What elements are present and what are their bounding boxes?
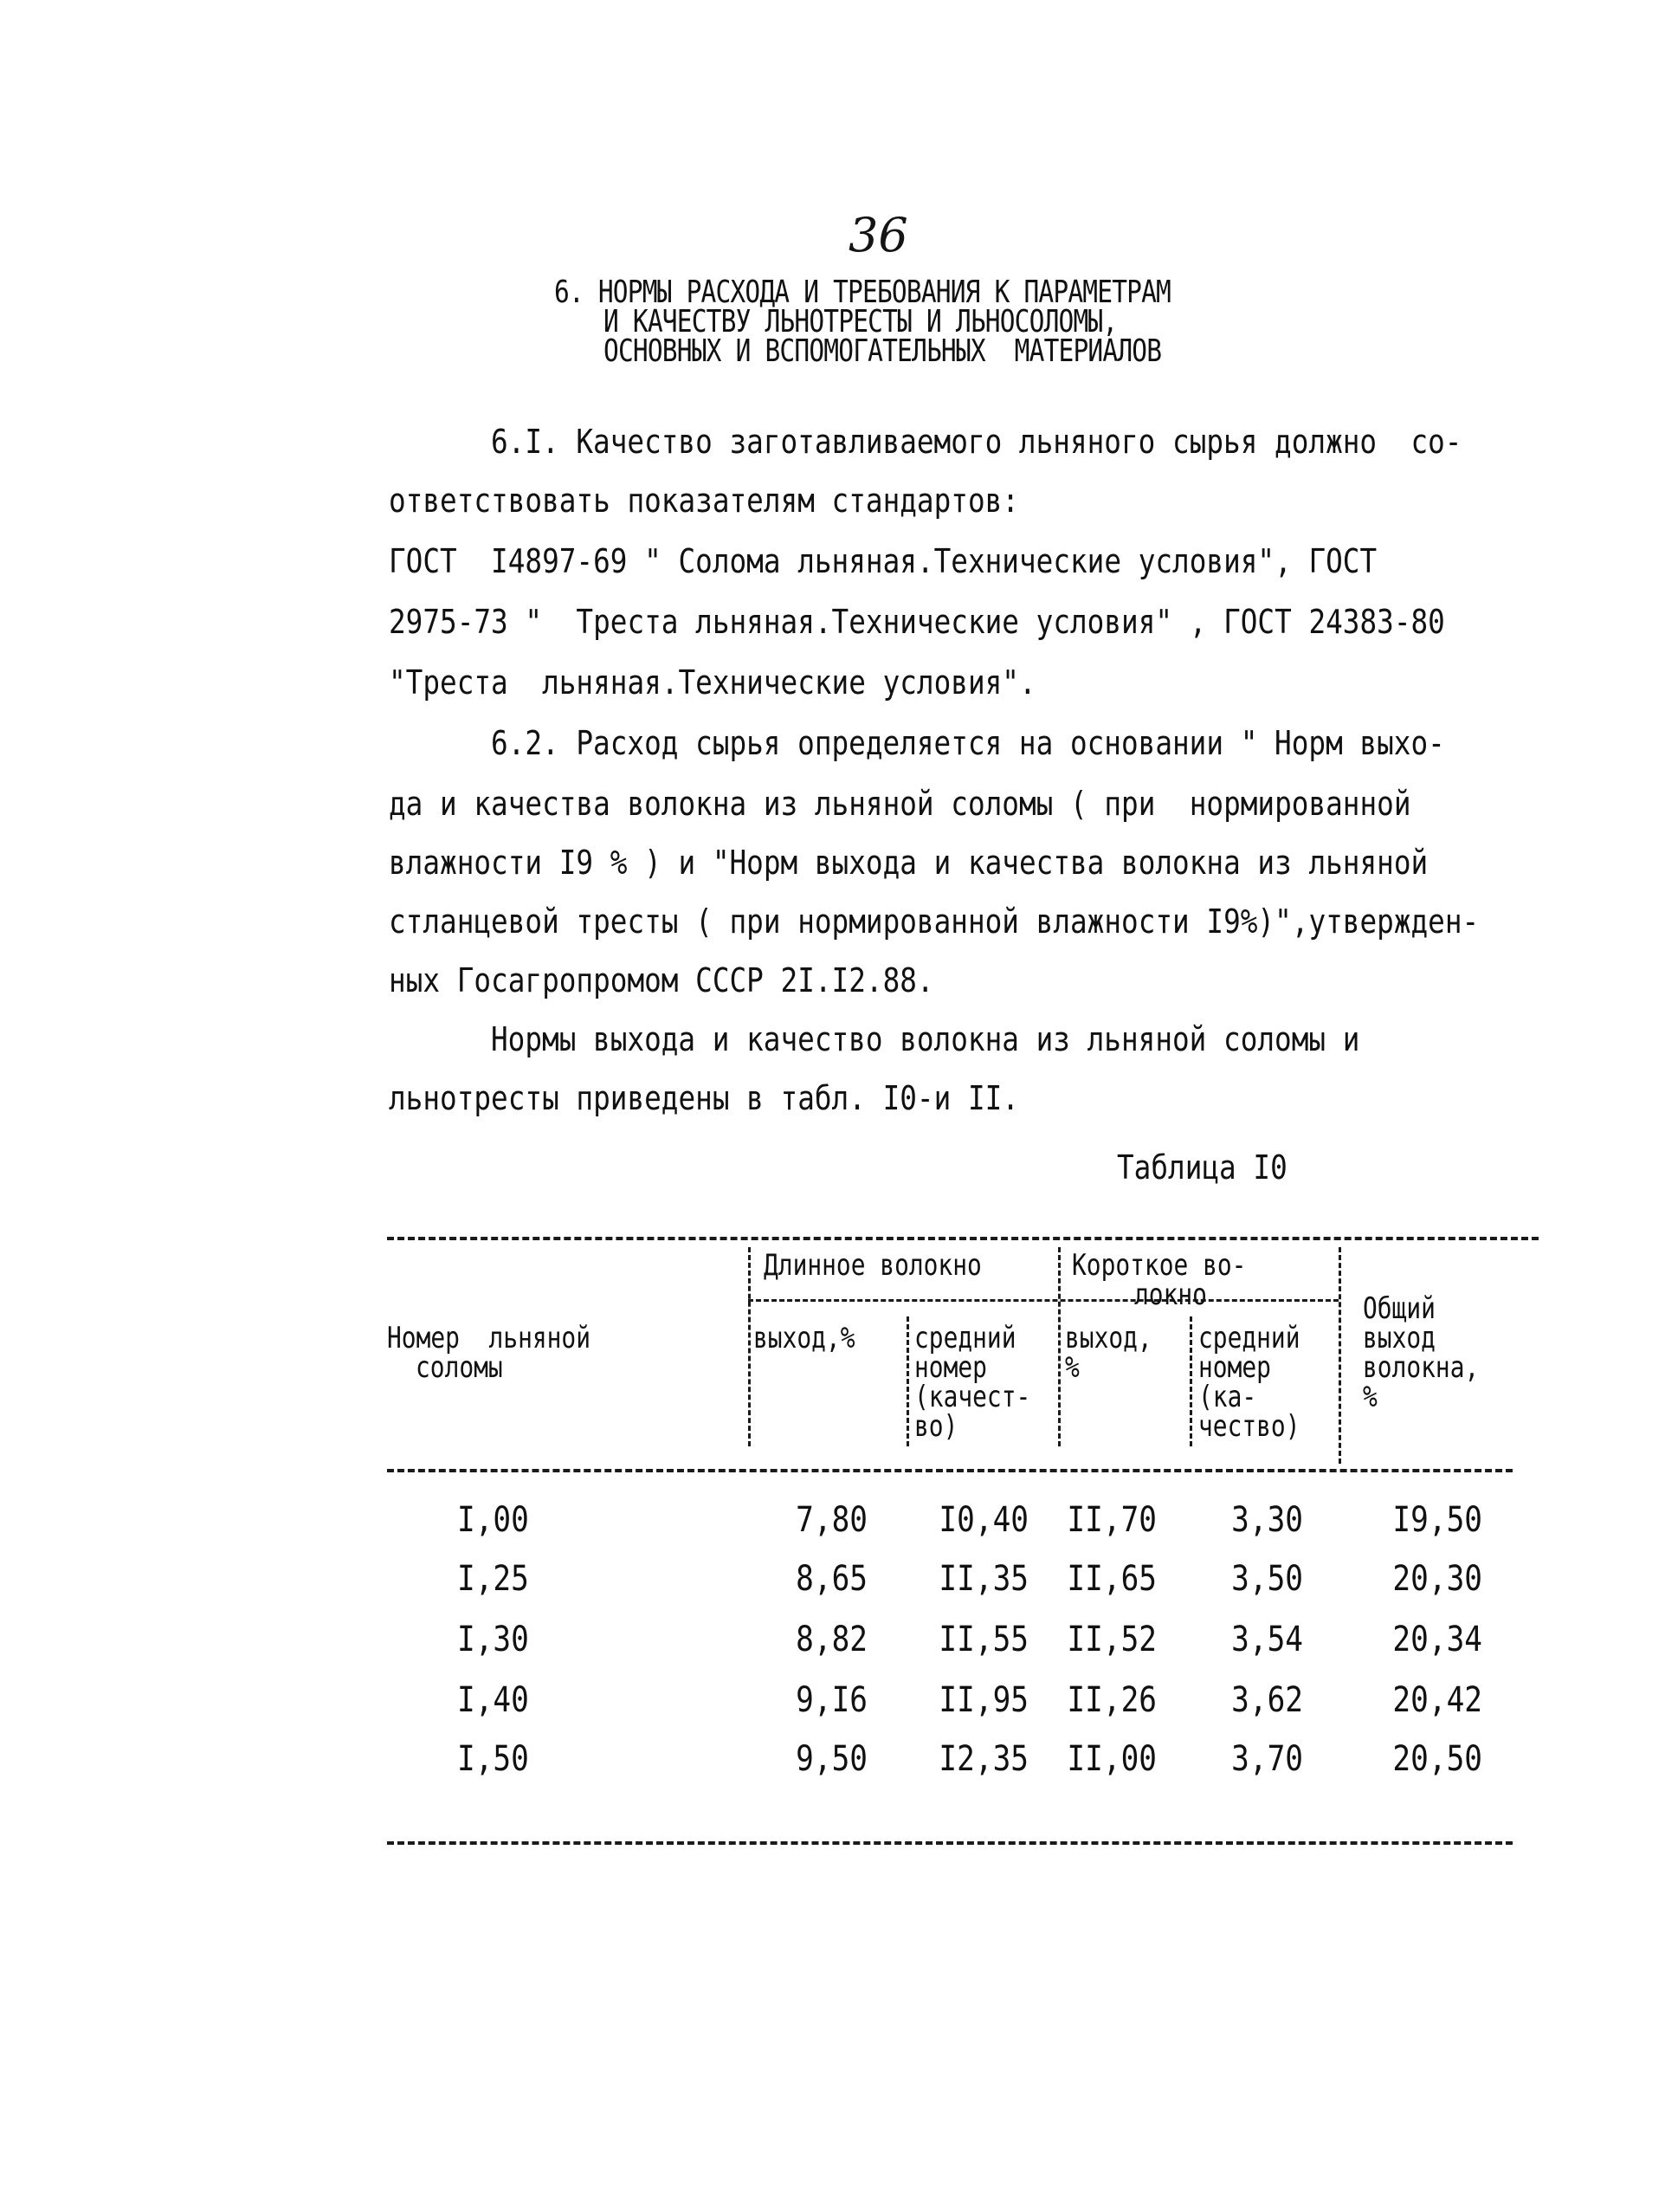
column-separator — [1339, 1247, 1341, 1464]
header-short-avg-number-2: номер — [1198, 1350, 1271, 1385]
cell-short-yield: II,26 — [1067, 1680, 1157, 1720]
cell-long-yield: 8,82 — [796, 1620, 868, 1659]
header-short-yield-2: % — [1065, 1350, 1080, 1385]
cell-short-yield: II,70 — [1067, 1500, 1157, 1540]
cell-short-yield: II,52 — [1067, 1620, 1157, 1659]
paragraph-1-line-3: ГОСТ I4897-69 " Солома льняная.Технические условия", ГОСТ — [389, 542, 1378, 580]
column-separator — [907, 1316, 909, 1446]
cell-long-avg: I2,35 — [939, 1739, 1029, 1779]
paragraph-3-line-1: Нормы выхода и качество волокна из льняной соломы и — [491, 1020, 1360, 1058]
header-long-avg-number: средний — [914, 1321, 1016, 1355]
cell-short-avg: 3,50 — [1231, 1559, 1303, 1599]
cell-long-yield: 9,I6 — [796, 1680, 868, 1720]
cell-straw-number: I,00 — [457, 1500, 529, 1540]
cell-total-yield: I9,50 — [1392, 1500, 1482, 1540]
cell-straw-number: I,50 — [457, 1739, 529, 1779]
header-short-fiber: Короткое во- — [1072, 1248, 1247, 1283]
header-long-yield: выход,% — [753, 1321, 855, 1355]
paragraph-1-line-5: "Треста льняная.Технические условия". — [389, 663, 1036, 702]
header-total-yield: Общий — [1363, 1291, 1436, 1326]
paragraph-1-line-4: 2975-73 " Треста льняная.Технические условия" , ГОСТ 24383-80 — [389, 603, 1445, 641]
cell-straw-number: I,25 — [457, 1559, 529, 1599]
paragraph-1-line-1: 6.I. Качество заготавливаемого льняного сырья должно со- — [491, 423, 1462, 461]
header-long-fiber: Длинное волокно — [764, 1248, 982, 1283]
cell-long-yield: 8,65 — [796, 1559, 868, 1599]
table-caption: Таблица I0 — [1117, 1148, 1287, 1187]
header-total-yield-4: % — [1363, 1380, 1378, 1414]
cell-long-yield: 7,80 — [796, 1500, 868, 1540]
paragraph-3-line-2: льнотресты приведены в табл. I0-и II. — [389, 1079, 1019, 1117]
cell-long-avg: II,35 — [939, 1559, 1029, 1599]
cell-short-avg: 3,62 — [1231, 1680, 1303, 1720]
cell-short-yield: II,65 — [1067, 1559, 1157, 1599]
heading-line-2: И КАЧЕСТВУ ЛЬНОТРЕСТЫ И ЛЬНОСОЛОМЫ, — [603, 304, 1118, 340]
header-short-yield: выход, — [1065, 1321, 1152, 1355]
cell-short-avg: 3,30 — [1231, 1500, 1303, 1540]
cell-short-yield: II,00 — [1067, 1739, 1157, 1779]
table-bottom-rule — [387, 1841, 1513, 1845]
header-straw-number: Номер льняной — [387, 1321, 590, 1355]
cell-long-avg: I0,40 — [939, 1500, 1029, 1540]
header-short-avg-number-3: (ка- — [1198, 1380, 1257, 1414]
cell-straw-number: I,40 — [457, 1680, 529, 1720]
header-straw-number-2: соломы — [416, 1350, 503, 1385]
page-number: 36 — [849, 208, 908, 262]
paragraph-2-line-1: 6.2. Расход сырья определяется на основании " Норм выхо- — [491, 724, 1445, 762]
header-long-avg-number-4: во) — [914, 1409, 958, 1444]
header-total-yield-3: волокна, — [1363, 1350, 1480, 1385]
header-short-avg-number-4: чество) — [1198, 1409, 1300, 1444]
cell-long-avg: II,55 — [939, 1620, 1029, 1659]
header-short-avg-number: средний — [1198, 1321, 1300, 1355]
cell-total-yield: 20,34 — [1392, 1620, 1482, 1659]
cell-total-yield: 20,42 — [1392, 1680, 1482, 1720]
header-total-yield-2: выход — [1363, 1321, 1436, 1355]
heading-line-3: ОСНОВНЫХ И ВСПОМОГАТЕЛЬНЫХ МАТЕРИАЛОВ — [603, 333, 1162, 369]
paragraph-2-line-2: да и качества волокна из льняной соломы ( при нормированной — [389, 785, 1411, 823]
cell-short-avg: 3,54 — [1231, 1620, 1303, 1659]
paragraph-2-line-3: влажности I9 % ) и "Норм выхода и качества волокна из льняной — [389, 844, 1429, 882]
cell-total-yield: 20,50 — [1392, 1739, 1482, 1779]
header-long-avg-number-2: номер — [914, 1350, 987, 1385]
column-separator — [1058, 1247, 1061, 1446]
column-separator — [748, 1247, 751, 1446]
header-long-avg-number-3: (качест- — [914, 1380, 1031, 1414]
heading-line-1: 6. НОРМЫ РАСХОДА И ТРЕБОВАНИЯ К ПАРАМЕТРАМ — [554, 275, 1171, 310]
paragraph-2-line-5: ных Госагропромом СССР 2I.I2.88. — [389, 961, 934, 999]
cell-long-avg: II,95 — [939, 1680, 1029, 1720]
cell-long-yield: 9,50 — [796, 1739, 868, 1779]
table-top-rule — [387, 1237, 1539, 1240]
column-separator — [1190, 1316, 1192, 1446]
cell-straw-number: I,30 — [457, 1620, 529, 1659]
cell-short-avg: 3,70 — [1231, 1739, 1303, 1779]
paragraph-2-line-4: стланцевой тресты ( при нормированной влажности I9%)",утвержден- — [389, 902, 1480, 941]
cell-total-yield: 20,30 — [1392, 1559, 1482, 1599]
header-group-rule — [748, 1299, 1339, 1302]
table-header-rule — [387, 1469, 1513, 1472]
paragraph-1-line-2: ответствовать показателям стандартов: — [389, 482, 1019, 520]
header-short-fiber-2: локно — [1134, 1277, 1207, 1312]
